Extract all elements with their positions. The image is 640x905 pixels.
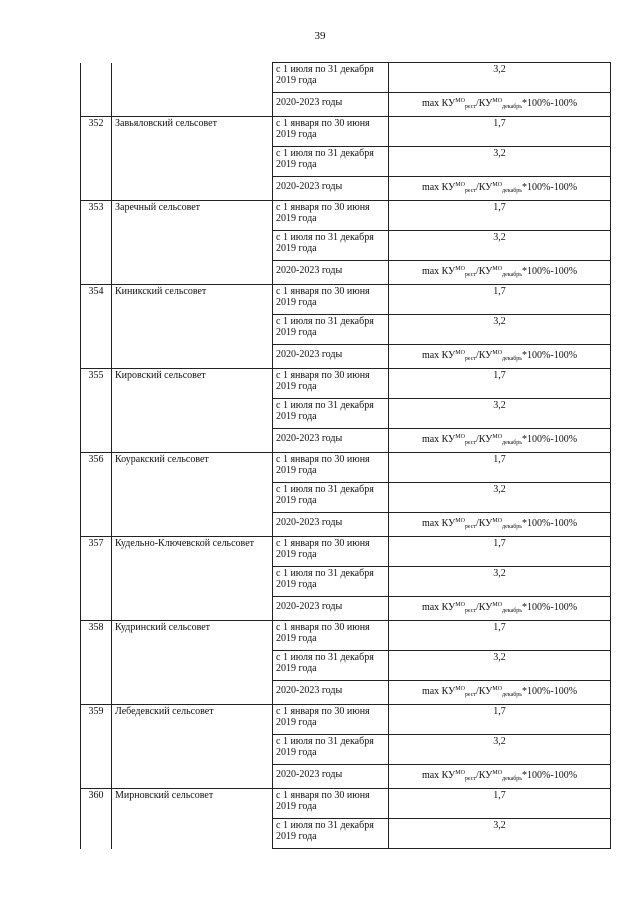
formula-sub-2: декабрь (502, 608, 523, 614)
table-row (81, 117, 611, 147)
formula-sup-2: МО (492, 266, 503, 272)
formula-prefix: max КУ (421, 266, 456, 277)
formula-sub-2: декабрь (502, 440, 523, 446)
period-cell: 2020-2023 годы (273, 345, 389, 369)
formula-sup-2: МО (492, 434, 503, 440)
row-number (81, 63, 112, 117)
formula-sub-1: рест (464, 104, 477, 110)
formula-sub-1: рест (464, 692, 477, 698)
value-cell: 3,2 (389, 147, 611, 177)
formula-sub-1: рест (464, 776, 477, 782)
formula-sup-2: МО (492, 98, 503, 104)
formula-cell (389, 93, 611, 117)
formula-sup-1: МО (455, 350, 465, 356)
table-row (81, 453, 611, 483)
period-cell: 2020-2023 годы (273, 765, 389, 789)
period-cell: 2020-2023 годы (273, 93, 389, 117)
period-cell: с 1 июля по 31 декабря 2019 года (273, 483, 389, 513)
row-number: 355 (81, 369, 112, 453)
row-number: 353 (81, 201, 112, 285)
period-cell: с 1 января по 30 июня 2019 года (273, 453, 389, 483)
period-cell: 2020-2023 годы (273, 429, 389, 453)
value-cell: 1,7 (389, 285, 611, 315)
formula-prefix: max КУ (421, 686, 456, 697)
period-cell: с 1 января по 30 июня 2019 года (273, 369, 389, 399)
formula-suffix: *100%-100% (522, 518, 578, 529)
formula-suffix: *100%-100% (522, 434, 578, 445)
table-row (81, 63, 611, 93)
formula-cell (389, 429, 611, 453)
table-row (81, 789, 611, 819)
formula-sub-2: декабрь (502, 104, 523, 110)
formula-slash: /КУ (476, 98, 493, 109)
value-cell: 3,2 (389, 231, 611, 261)
formula-slash: /КУ (476, 434, 493, 445)
formula-sub-2: декабрь (502, 272, 523, 278)
formula-sub-1: рест (464, 608, 477, 614)
formula-slash: /КУ (476, 266, 493, 277)
municipality-name: Заречный сельсовет (112, 201, 273, 285)
formula-suffix: *100%-100% (522, 686, 578, 697)
municipality-name: Лебедевский сельсовет (112, 705, 273, 789)
value-cell: 3,2 (389, 63, 611, 93)
period-cell: с 1 июля по 31 декабря 2019 года (273, 231, 389, 261)
formula-cell (389, 177, 611, 201)
formula-slash: /КУ (476, 602, 493, 613)
formula-sub-1: рест (464, 356, 477, 362)
period-cell: с 1 января по 30 июня 2019 года (273, 285, 389, 315)
formula-prefix: max КУ (421, 350, 456, 361)
formula-prefix: max КУ (421, 182, 456, 193)
value-cell: 1,7 (389, 537, 611, 567)
formula-slash: /КУ (476, 518, 493, 529)
municipality-name: Коуракский сельсовет (112, 453, 273, 537)
value-cell: 3,2 (389, 735, 611, 765)
period-cell: с 1 июля по 31 декабря 2019 года (273, 315, 389, 345)
period-cell: с 1 июля по 31 декабря 2019 года (273, 567, 389, 597)
table-row (81, 369, 611, 399)
formula-sup-2: МО (492, 350, 503, 356)
row-number: 356 (81, 453, 112, 537)
municipality-name: Киникский сельсовет (112, 285, 273, 369)
period-cell: 2020-2023 годы (273, 261, 389, 285)
period-cell: 2020-2023 годы (273, 597, 389, 621)
formula-cell (389, 513, 611, 537)
formula-sup-1: МО (455, 518, 465, 524)
formula-sup-1: МО (455, 266, 465, 272)
value-cell: 3,2 (389, 651, 611, 681)
table-row (81, 285, 611, 315)
page-number: 39 (314, 30, 326, 42)
period-cell: с 1 января по 30 июня 2019 года (273, 705, 389, 735)
row-number: 360 (81, 789, 112, 849)
period-cell: 2020-2023 годы (273, 177, 389, 201)
formula-cell (389, 765, 611, 789)
formula-prefix: max КУ (421, 770, 456, 781)
value-cell: 3,2 (389, 315, 611, 345)
period-cell: с 1 января по 30 июня 2019 года (273, 117, 389, 147)
formula-sub-1: рест (464, 440, 477, 446)
value-cell: 1,7 (389, 201, 611, 231)
value-cell: 1,7 (389, 369, 611, 399)
municipality-name (112, 63, 273, 117)
formula-sup-2: МО (492, 182, 503, 188)
municipality-name: Кудельно-Ключевской сельсовет (112, 537, 273, 621)
formula-sup-2: МО (492, 686, 503, 692)
formula-suffix: *100%-100% (522, 350, 578, 361)
formula-prefix: max КУ (421, 518, 456, 529)
period-cell: с 1 июля по 31 декабря 2019 года (273, 63, 389, 93)
table-row (81, 621, 611, 651)
row-number: 358 (81, 621, 112, 705)
value-cell: 3,2 (389, 567, 611, 597)
period-cell: с 1 июля по 31 декабря 2019 года (273, 651, 389, 681)
period-cell: с 1 января по 30 июня 2019 года (273, 789, 389, 819)
row-number: 352 (81, 117, 112, 201)
formula-slash: /КУ (476, 770, 493, 781)
municipality-name: Завьяловский сельсовет (112, 117, 273, 201)
formula-sub-2: декабрь (502, 188, 523, 194)
formula-suffix: *100%-100% (522, 98, 578, 109)
formula-suffix: *100%-100% (522, 266, 578, 277)
row-number: 354 (81, 285, 112, 369)
period-cell: с 1 июля по 31 декабря 2019 года (273, 147, 389, 177)
value-cell: 1,7 (389, 117, 611, 147)
value-cell: 1,7 (389, 789, 611, 819)
formula-prefix: max КУ (421, 98, 456, 109)
period-cell: 2020-2023 годы (273, 681, 389, 705)
formula-sup-1: МО (455, 602, 465, 608)
value-cell: 1,7 (389, 621, 611, 651)
municipality-name: Кировский сельсовет (112, 369, 273, 453)
formula-cell (389, 681, 611, 705)
formula-suffix: *100%-100% (522, 602, 578, 613)
municipality-name: Кудринский сельсовет (112, 621, 273, 705)
formula-sub-1: рест (464, 524, 477, 530)
formula-slash: /КУ (476, 350, 493, 361)
table-row (81, 705, 611, 735)
formula-suffix: *100%-100% (522, 182, 578, 193)
value-cell: 3,2 (389, 399, 611, 429)
municipality-name: Мирновский сельсовет (112, 789, 273, 849)
formula-prefix: max КУ (421, 434, 456, 445)
formula-slash: /КУ (476, 182, 493, 193)
formula-suffix: *100%-100% (522, 770, 578, 781)
value-cell: 1,7 (389, 453, 611, 483)
formula-cell (389, 597, 611, 621)
row-number: 359 (81, 705, 112, 789)
formula-sub-1: рест (464, 188, 477, 194)
formula-sup-1: МО (455, 434, 465, 440)
formula-sup-1: МО (455, 98, 465, 104)
formula-sub-2: декабрь (502, 776, 523, 782)
formula-cell (389, 261, 611, 285)
formula-cell (389, 345, 611, 369)
formula-sup-1: МО (455, 182, 465, 188)
period-cell: с 1 января по 30 июня 2019 года (273, 621, 389, 651)
formula-prefix: max КУ (421, 602, 456, 613)
tariff-table (80, 62, 611, 849)
period-cell: с 1 июля по 31 декабря 2019 года (273, 735, 389, 765)
period-cell: с 1 июля по 31 декабря 2019 года (273, 819, 389, 849)
period-cell: 2020-2023 годы (273, 513, 389, 537)
formula-sup-1: МО (455, 686, 465, 692)
formula-sub-2: декабрь (502, 692, 523, 698)
formula-sup-1: МО (455, 770, 465, 776)
period-cell: с 1 июля по 31 декабря 2019 года (273, 399, 389, 429)
period-cell: с 1 января по 30 июня 2019 года (273, 201, 389, 231)
table-row (81, 201, 611, 231)
formula-sub-2: декабрь (502, 524, 523, 530)
formula-sup-2: МО (492, 602, 503, 608)
value-cell: 3,2 (389, 819, 611, 849)
row-number: 357 (81, 537, 112, 621)
value-cell: 3,2 (389, 483, 611, 513)
formula-sub-2: декабрь (502, 356, 523, 362)
period-cell: с 1 января по 30 июня 2019 года (273, 537, 389, 567)
table-row (81, 537, 611, 567)
formula-sup-2: МО (492, 770, 503, 776)
value-cell: 1,7 (389, 705, 611, 735)
formula-slash: /КУ (476, 686, 493, 697)
formula-sub-1: рест (464, 272, 477, 278)
formula-sup-2: МО (492, 518, 503, 524)
